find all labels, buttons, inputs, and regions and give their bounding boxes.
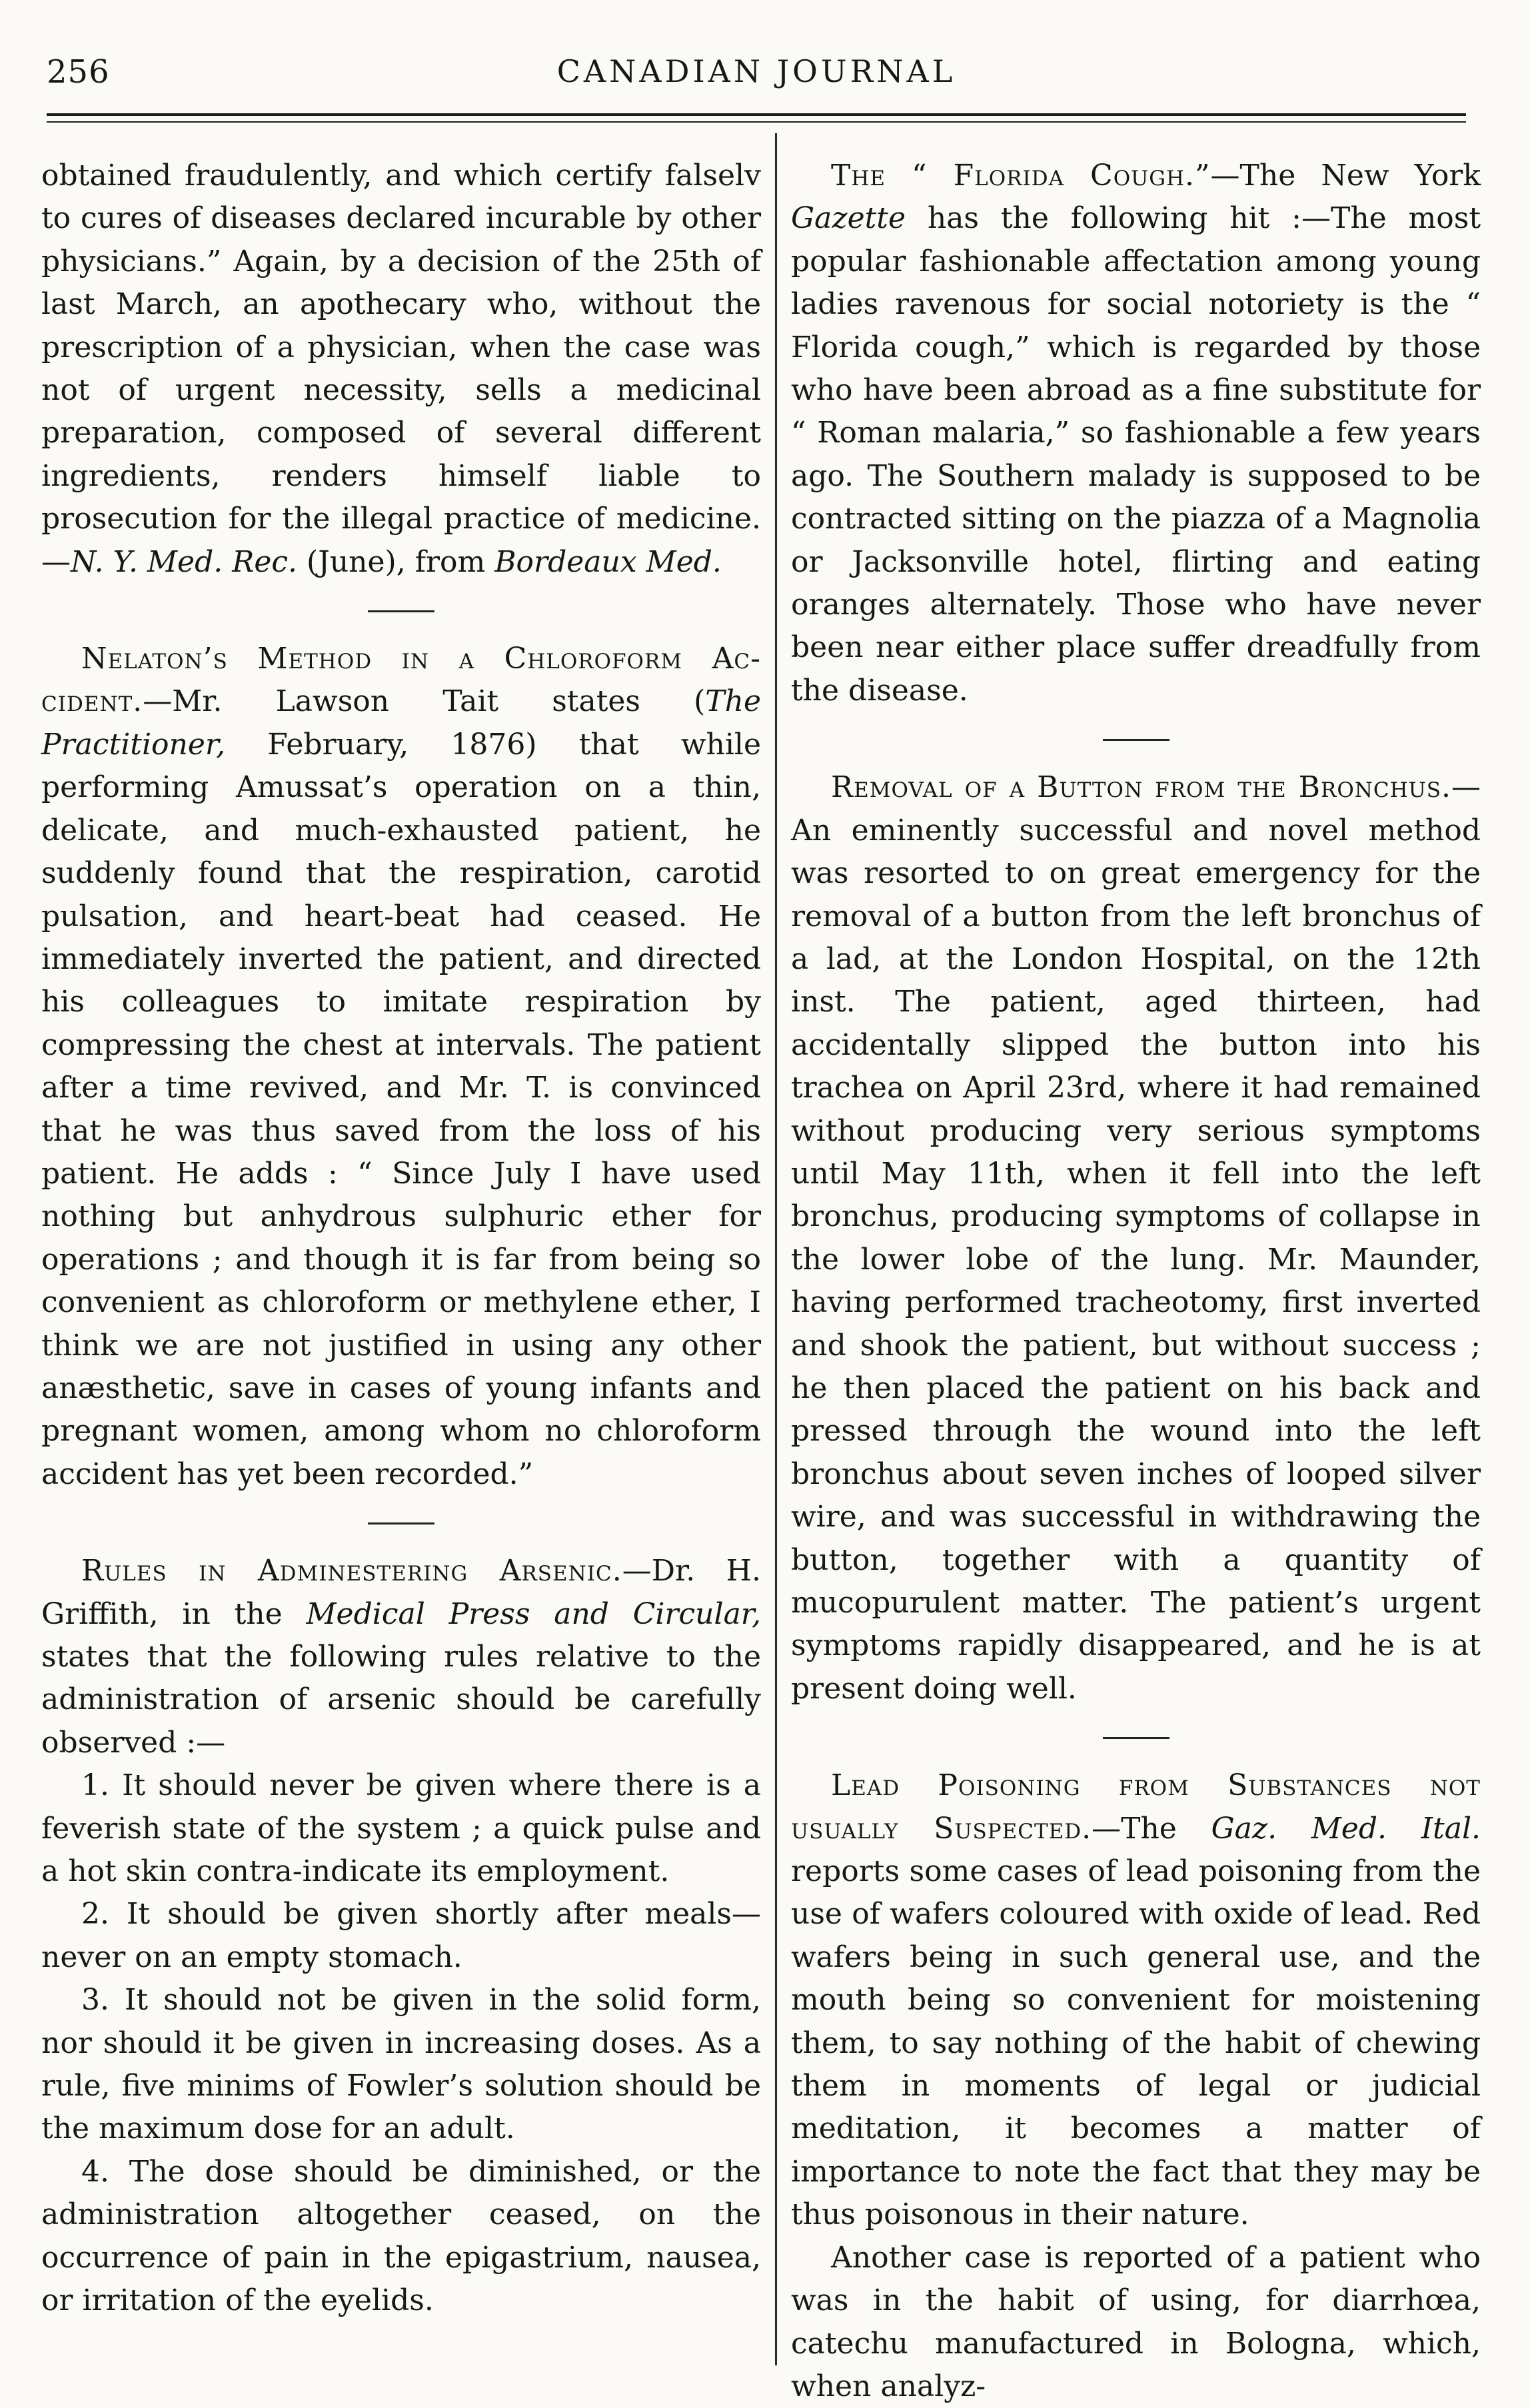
article-nelaton — [41, 638, 761, 1496]
journal-name: Medical Press and Circular, — [306, 1596, 761, 1631]
article-body: states that the following rules relative to the administration of arsenic should be carefully observed :— — [41, 1640, 761, 1760]
header-rule-thin — [47, 121, 1466, 123]
right-column — [791, 155, 1481, 2408]
rule-item-2: 2. It should be given shortly after meals—never on an empty stomach. — [41, 1897, 761, 1974]
journal-name: The Practitioner, — [41, 684, 761, 762]
page-header — [47, 53, 1466, 107]
article-body: reports some cases of lead poisoning from the use of wafers coloured with oxide of lead. Red wafers being in such general use, and the mouth being so convenient for moistening them, to say nothing of the habit of chewing them in moments of legal or judicial meditation, it becomes a matter of importance to note the fact that they may be thus poisonous in their nature. — [791, 1854, 1481, 2232]
continued-citation: N. Y. Med. Rec. — [71, 544, 298, 579]
journal-name: Gaz. Med. Ital. — [1211, 1811, 1481, 1846]
article-lead: —Dr. H. Griffith, in the — [41, 1554, 761, 1631]
article-arsenic — [41, 1550, 761, 1764]
article-title: The “ Florida Cough.” — [831, 159, 1211, 193]
article-body: February, 1876) that while performing Amussat’s operation on a thin, delicate, and much-exhausted patient, he suddenly found that the respiration, carotid pulsation, and heart-beat had ceased. He immediately inverted the patient, and directed his colleagues to imitate respiration by compressing the chest at intervals. The patient after a time revived, and Mr. T. is convinced that he was thus saved from the loss of his patient. He adds : “ Since July I have used nothing but anhydrous sulphuric ether for operations ; and though it is far from being so convenient as chloroform or methylene ether, I think we are not justified in using any other anæsthetic, save in cases of young infants and pregnant women, among whom no chloroform accident has yet been recorded.” — [41, 727, 761, 1491]
rule-item-4: 4. The dose should be diminished, or the administration altogether ceased, on the occurrence of pain in the epigastrium, nausea, or irritation of the eyelids. — [41, 2154, 761, 2318]
article-title: Lead Poisoning from Substances not usually Suspected. — [791, 1768, 1481, 1846]
article-title: Removal of a Button from the Bronchus. — [831, 770, 1451, 805]
article-separator — [1103, 1737, 1169, 1739]
continued-tail: (June), from — [297, 544, 495, 579]
journal-name: Gazette — [791, 201, 906, 236]
article-lead: —Mr. Lawson Tait states ( — [143, 684, 706, 719]
rule-item-3: 3. It should not be given in the solid form, nor should it be given in increasing doses. As a rule, five minims of Fowler’s solution should be the maximum dose for an adult. — [41, 1983, 761, 2146]
continued-paragraph — [41, 155, 761, 584]
article-lead: —The — [1092, 1811, 1211, 1846]
rule-item-1: 1. It should never be given where there is a feverish state of the system ; a quick pulse and a hot skin contra-indicate its employment. — [41, 1768, 761, 1889]
continued-text: obtained fraudulently, and which certify falselv to cures of diseases declared incurable by other physicians.” Again, by a decision of the 25th of last March, an apothecary who, without the prescription of a physician, when the case was not of urgent necessity, sells a medicinal preparation, composed of several different ingredients, renders himself liable to prosecution for the illegal practice of medicine.— — [41, 159, 761, 579]
article-separator — [368, 610, 434, 612]
article-title: Nelaton’s Method in a Chloroform Ac-cident. — [41, 642, 761, 719]
article-body: has the following hit :—The most popular fashionable affectation among young ladies ravenous for social notoriety is the “ Florida cough,” which is regarded by those who have been abroad as a fine substitute for “ Roman malaria,” so fashionable a few years ago. The Southern malady is supposed to be contracted sitting on the piazza of a Magnolia or Jacksonville hotel, flirting and eating oranges alternately. Those who have never been near either place suffer dreadfully from the disease. — [791, 201, 1481, 708]
page-number: 256 — [47, 53, 110, 91]
article-title: Rules in Adminestering Arsenic. — [81, 1554, 622, 1588]
header-rule-thick — [47, 113, 1466, 116]
column-divider — [775, 133, 777, 2365]
left-column — [41, 155, 761, 2323]
article-lead: —The New York — [1210, 159, 1481, 193]
article-florida-cough — [791, 155, 1481, 712]
article-button-removal — [791, 766, 1481, 1710]
article-body: —An eminently successful and novel method was resorted to on great emergency for the removal of a button from the left bronchus of a lad, at the London Hospital, on the 12th inst. The patient, aged thirteen, had accidentally slipped the button into his trachea on April 23rd, where it had remained without producing very serious symptoms until May 11th, when it fell into the left bronchus, producing symptoms of collapse in the lower lobe of the lung. Mr. Maunder, having performed tracheotomy, first inverted and shook the patient, but without success ; he then placed the patient on his back and pressed through the wound into the left bronchus about seven inches of looped silver wire, and was successful in withdrawing the button, together with a quantity of mucopurulent matter. The patient’s urgent symptoms rapidly disappeared, and he is at present doing well. — [791, 770, 1481, 1706]
continued-source: Bordeaux Med. — [494, 544, 722, 579]
running-head: CANADIAN JOURNAL — [556, 53, 956, 89]
article-separator — [368, 1522, 434, 1524]
article-lead-poisoning — [791, 1764, 1481, 2236]
article-lead-poisoning-cont: Another case is reported of a patient who was in the habit of using, for diarrhœa, catechu manufactured in Bologna, which, when analyz- — [791, 2240, 1481, 2403]
article-separator — [1103, 739, 1169, 741]
